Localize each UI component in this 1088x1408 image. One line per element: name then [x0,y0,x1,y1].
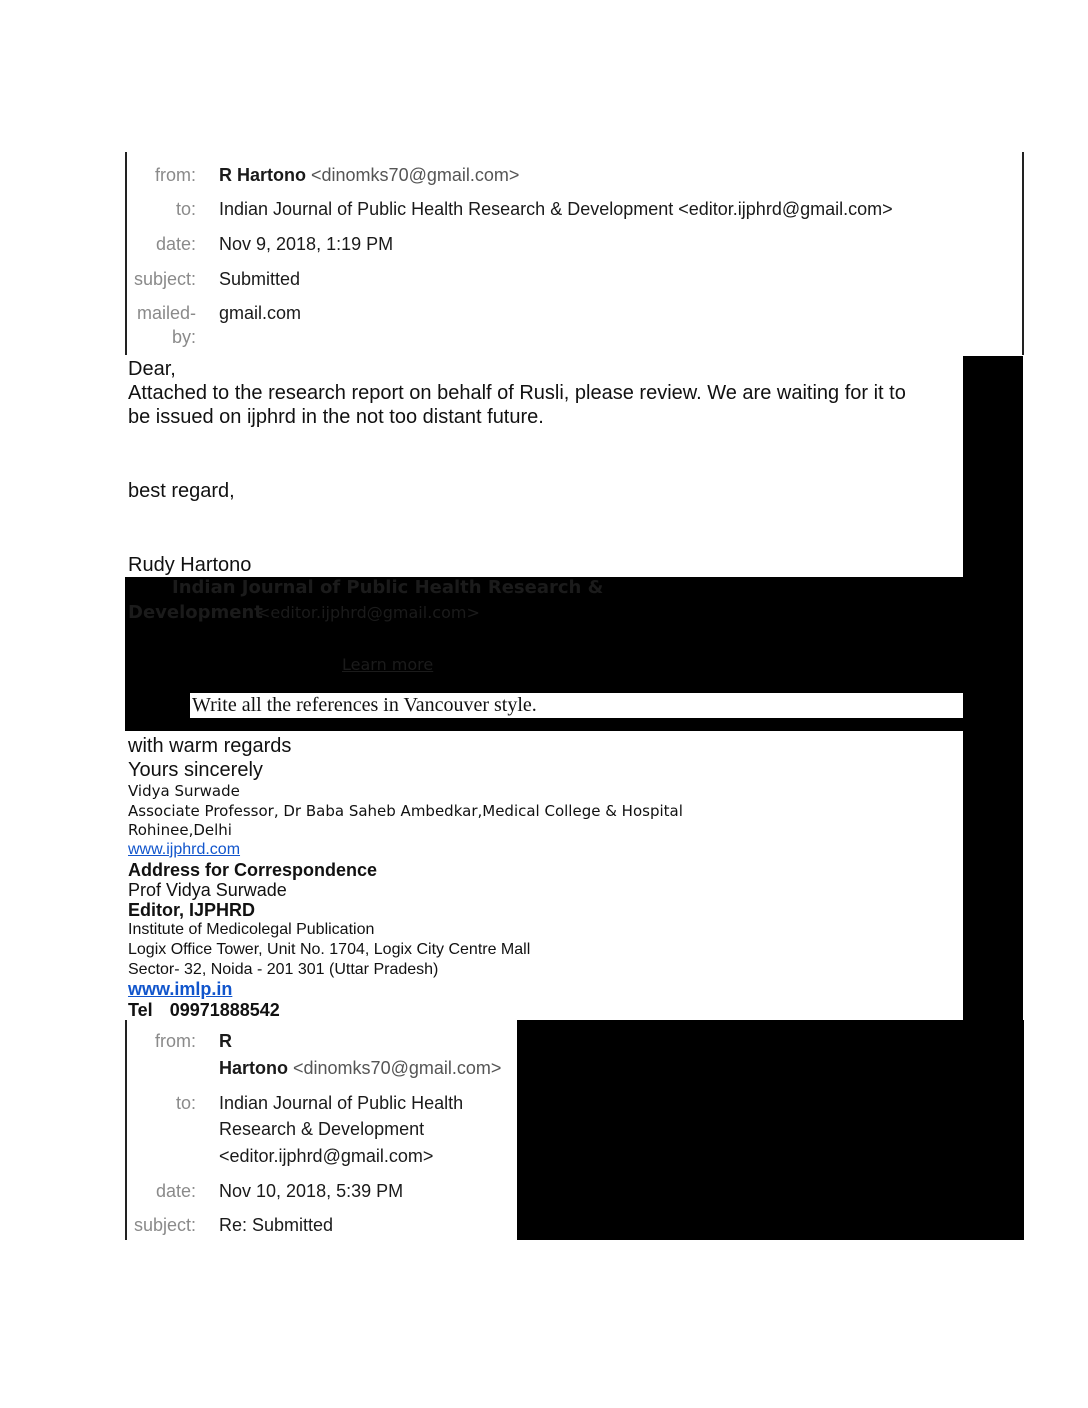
email2-date-value: Nov 10, 2018, 5:39 PM [219,1181,404,1201]
correspondence-heading: Address for Correspondence [128,860,378,880]
institute: Institute of Medicolegal Publication [128,921,375,938]
redacted-journal-title-1: Indian Journal of Public Health Research & [172,577,604,598]
mailed-by-value: gmail.com [219,303,302,323]
mailed-by-label-line1: mailed- [136,303,196,323]
body-line-1: Attached to the research report on behalf of Rusli, please review. We are waiting for it to [128,382,906,404]
email2-left-border [125,1020,127,1240]
imlp-link[interactable]: www.imlp.in [128,979,233,999]
mailed-by-label-line2: by: [171,327,196,347]
warm-regards: with warm regards [128,735,292,757]
redacted-journal-title-2: Development [128,602,263,623]
email2-to-line3[interactable]: <editor.ijphrd@gmail.com> [219,1146,434,1166]
email1-right-border [1022,152,1024,355]
address-line-2: Sector- 32, Noida - 201 301 (Uttar Pradesh) [128,961,439,978]
from-email[interactable]: <dinomks70@gmail.com> [311,165,520,185]
tel-label: Tel [128,1000,153,1020]
redaction-block-email2 [517,1020,1024,1240]
email2-from-email[interactable]: <dinomks70@gmail.com> [293,1058,502,1078]
closing: best regard, [128,480,235,502]
body-line-2: be issued on ijphrd in the not too distant future. [128,406,544,428]
redaction-block-signature [963,731,1023,1020]
yours-sincerely: Yours sincerely [128,759,263,781]
sender-name: Rudy Hartono [128,554,252,576]
email2-from-name-2: Hartono [219,1058,288,1078]
prof-name: Prof Vidya Surwade [128,880,287,900]
email2-from-label: from: [154,1031,196,1051]
vancouver-note: Write all the references in Vancouver style. [192,694,537,716]
to-label: to: [175,199,196,219]
from-name: R Hartono [219,165,306,185]
signer-name: Vidya Surwade [128,782,240,800]
date-label: date: [155,234,196,254]
from-value [219,163,519,187]
email2-to-line2[interactable]: Research & Development [219,1119,425,1139]
redaction-block-right [963,356,1023,577]
greeting: Dear, [128,358,176,380]
to-value[interactable]: Indian Journal of Public Health Research & Development <editor.ijphrd@gmail.com> [219,199,893,219]
subject-label: subject: [133,269,196,289]
subject-value: Submitted [219,269,301,289]
email2-to-label: to: [175,1093,196,1113]
signer-location: Rohinee,Delhi [128,821,232,839]
email2-from-name-1: R [219,1031,232,1051]
email2-subject-label: subject: [133,1215,196,1235]
editor-title: Editor, IJPHRD [128,900,256,920]
telephone [128,1000,280,1020]
mailed-by-label [127,301,196,349]
email2-subject-value: Re: Submitted [219,1215,334,1235]
email2-to-line1[interactable]: Indian Journal of Public Health [219,1093,464,1113]
from-label: from: [154,165,196,185]
vancouver-note-box [190,693,963,718]
website-link[interactable]: www.ijphrd.com [128,841,241,858]
date-value: Nov 9, 2018, 1:19 PM [219,234,394,254]
email2-date-label: date: [155,1181,196,1201]
tel-value: 09971888542 [169,1000,280,1020]
redacted-journal-email: <editor.ijphrd@gmail.com> [257,603,480,622]
learn-more-link[interactable]: Learn more [342,655,434,674]
email2-from-value [219,1056,501,1080]
address-line-1: Logix Office Tower, Unit No. 1704, Logix City Centre Mall [128,941,531,958]
signer-title: Associate Professor, Dr Baba Saheb Ambedkar,Medical College & Hospital [128,802,683,820]
